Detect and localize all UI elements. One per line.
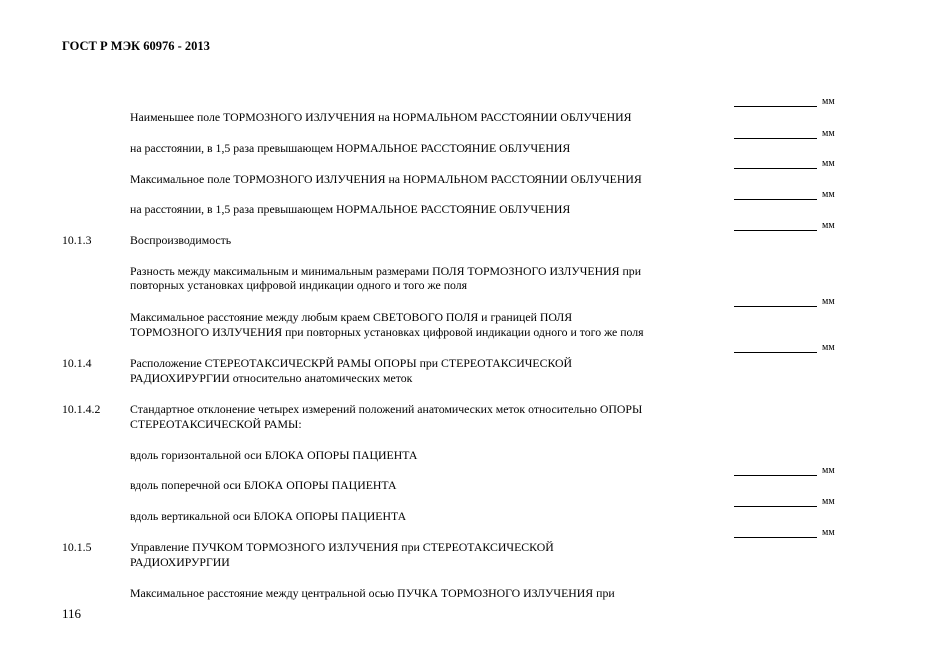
- text-line: Максимальное расстояние между центральной осью ПУЧКА ТОРМОЗНОГО ИЗЛУЧЕНИЯ при: [130, 586, 615, 600]
- unit-label: мм: [822, 296, 835, 307]
- clause-title: Управление ПУЧКОМ ТОРМОЗНОГО ИЗЛУЧЕНИЯ при СТЕРЕОТАКСИЧЕСКОЙ: [130, 540, 554, 554]
- text-line: вдоль вертикальной оси БЛОКА ОПОРЫ ПАЦИЕНТА: [130, 509, 407, 523]
- text-line: вдоль поперечной оси БЛОКА ОПОРЫ ПАЦИЕНТА: [130, 478, 397, 492]
- text-line: ТОРМОЗНОГО ИЗЛУЧЕНИЯ при повторных установках цифровой индикации одного и того же поля: [130, 325, 644, 339]
- unit-label: мм: [822, 527, 835, 538]
- blank-field[interactable]: [734, 352, 817, 353]
- unit-label: мм: [822, 128, 835, 139]
- unit-label: мм: [822, 96, 835, 107]
- blank-field[interactable]: [734, 106, 817, 107]
- clause-title: Воспроизводимость: [130, 233, 232, 247]
- clause-title: Расположение СТЕРЕОТАКСИЧЕСКРЙ РАМЫ ОПОРЫ при СТЕРЕОТАКСИЧЕСКОЙ: [130, 356, 573, 370]
- text-line: на расстоянии, в 1,5 раза превышающем НОРМАЛЬНОЕ РАССТОЯНИЕ ОБЛУЧЕНИЯ: [130, 141, 571, 155]
- clause-title: РАДИОХИРУРГИИ: [130, 555, 230, 569]
- clause-title: РАДИОХИРУРГИИ относительно анатомических меток: [130, 371, 413, 385]
- text-line: Наименьшее поле ТОРМОЗНОГО ИЗЛУЧЕНИЯ на НОРМАЛЬНОМ РАССТОЯНИИ ОБЛУЧЕНИЯ: [130, 110, 632, 124]
- unit-label: мм: [822, 496, 835, 507]
- blank-field[interactable]: [734, 306, 817, 307]
- clause-number: 10.1.5: [62, 540, 92, 554]
- blank-field[interactable]: [734, 475, 817, 476]
- clause-number: 10.1.4.2: [62, 402, 101, 416]
- text-line: вдоль горизонтальной оси БЛОКА ОПОРЫ ПАЦИЕНТА: [130, 448, 418, 462]
- blank-field[interactable]: [734, 199, 817, 200]
- clause-number: 10.1.4: [62, 356, 92, 370]
- text-line: повторных установках цифровой индикации одного и того же поля: [130, 278, 468, 292]
- unit-label: мм: [822, 220, 835, 231]
- blank-field[interactable]: [734, 138, 817, 139]
- blank-field[interactable]: [734, 537, 817, 538]
- unit-label: мм: [822, 465, 835, 476]
- text-line: Максимальное расстояние между любым краем СВЕТОВОГО ПОЛЯ и границей ПОЛЯ: [130, 310, 573, 324]
- page-number: 116: [62, 606, 82, 621]
- text-line: Максимальное поле ТОРМОЗНОГО ИЗЛУЧЕНИЯ на НОРМАЛЬНОМ РАССТОЯНИИ ОБЛУЧЕНИЯ: [130, 172, 642, 186]
- text-line: Разность между максимальным и минимальным размерами ПОЛЯ ТОРМОЗНОГО ИЗЛУЧЕНИЯ при: [130, 264, 642, 278]
- blank-field[interactable]: [734, 168, 817, 169]
- unit-label: мм: [822, 189, 835, 200]
- blank-field[interactable]: [734, 506, 817, 507]
- blank-field[interactable]: [734, 230, 817, 231]
- text-line: на расстоянии, в 1,5 раза превышающем НОРМАЛЬНОЕ РАССТОЯНИЕ ОБЛУЧЕНИЯ: [130, 202, 571, 216]
- document-header: ГОСТ Р МЭК 60976 - 2013: [62, 39, 210, 53]
- clause-number: 10.1.3: [62, 233, 92, 247]
- unit-label: мм: [822, 158, 835, 169]
- clause-title: СТЕРЕОТАКСИЧЕСКОЙ РАМЫ:: [130, 417, 302, 431]
- unit-label: мм: [822, 342, 835, 353]
- clause-title: Стандартное отклонение четырех измерений положений анатомических меток относительно ОПОРЫ: [130, 402, 643, 416]
